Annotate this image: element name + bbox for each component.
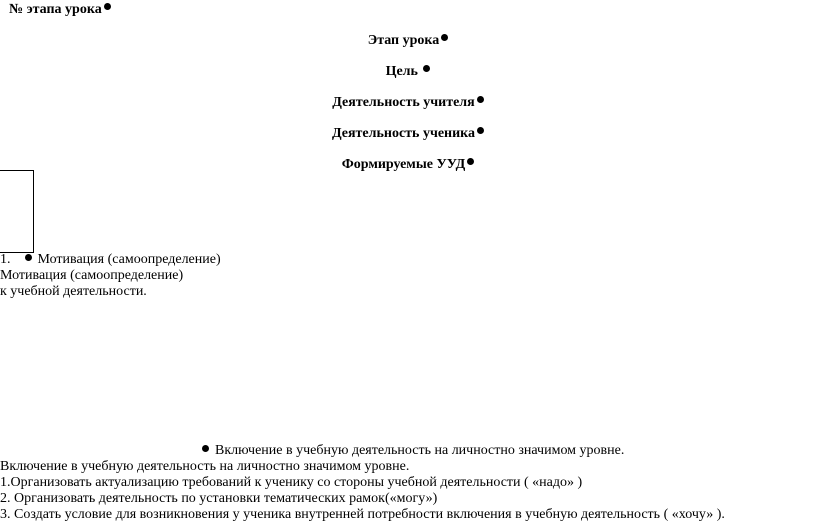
header-stage-number bbox=[9, 2, 111, 18]
header-teacher-activity-text: Деятельность учителя bbox=[332, 95, 475, 110]
header-uud bbox=[0, 157, 816, 173]
stage1-title-row bbox=[0, 252, 221, 268]
bullet-icon bbox=[467, 158, 474, 165]
header-stage-text: Этап урока bbox=[367, 33, 440, 48]
goal-task-1: 1.Организовать актуализацию требований к ученику со стороны учебной деятельности ( «надо» ) bbox=[0, 475, 583, 490]
bullet-icon bbox=[104, 3, 111, 10]
goal-title-row bbox=[202, 443, 624, 459]
bullet-icon bbox=[423, 65, 430, 72]
goal-text: Включение в учебную деятельность на личностно значимом уровне. bbox=[0, 459, 410, 474]
goal-title: Включение в учебную деятельность на личностно значимом уровне. bbox=[215, 443, 625, 458]
header-goal-text: Цель bbox=[385, 64, 422, 79]
table-cell-border bbox=[0, 170, 34, 253]
goal-task-2: 2. Организовать деятельность по установки тематических рамок(«могу») bbox=[0, 491, 438, 506]
stage1-line1: Мотивация (самоопределение) bbox=[0, 268, 184, 283]
header-uud-text: Формируемые УУД bbox=[341, 157, 466, 172]
bullet-icon bbox=[477, 96, 484, 103]
header-stage-number-text: № этапа урока bbox=[9, 2, 102, 17]
bullet-icon bbox=[25, 254, 32, 261]
goal-task-3: 3. Создать условие для возникновения у ученика внутренней потребности включения в учебную деятельность ( «хочу» ). bbox=[0, 507, 725, 522]
header-student-activity bbox=[0, 126, 816, 142]
stage1-number: 1. bbox=[0, 252, 11, 267]
stage1-title: Мотивация (самоопределение) bbox=[37, 252, 221, 267]
bullet-icon bbox=[477, 127, 484, 134]
header-student-activity-text: Деятельность ученика bbox=[331, 126, 476, 141]
bullet-icon bbox=[202, 445, 209, 452]
header-goal bbox=[0, 64, 816, 80]
bullet-icon bbox=[441, 34, 448, 41]
stage1-line2: к учебной деятельности. bbox=[0, 284, 147, 299]
header-teacher-activity bbox=[0, 95, 816, 111]
header-stage bbox=[0, 33, 816, 49]
